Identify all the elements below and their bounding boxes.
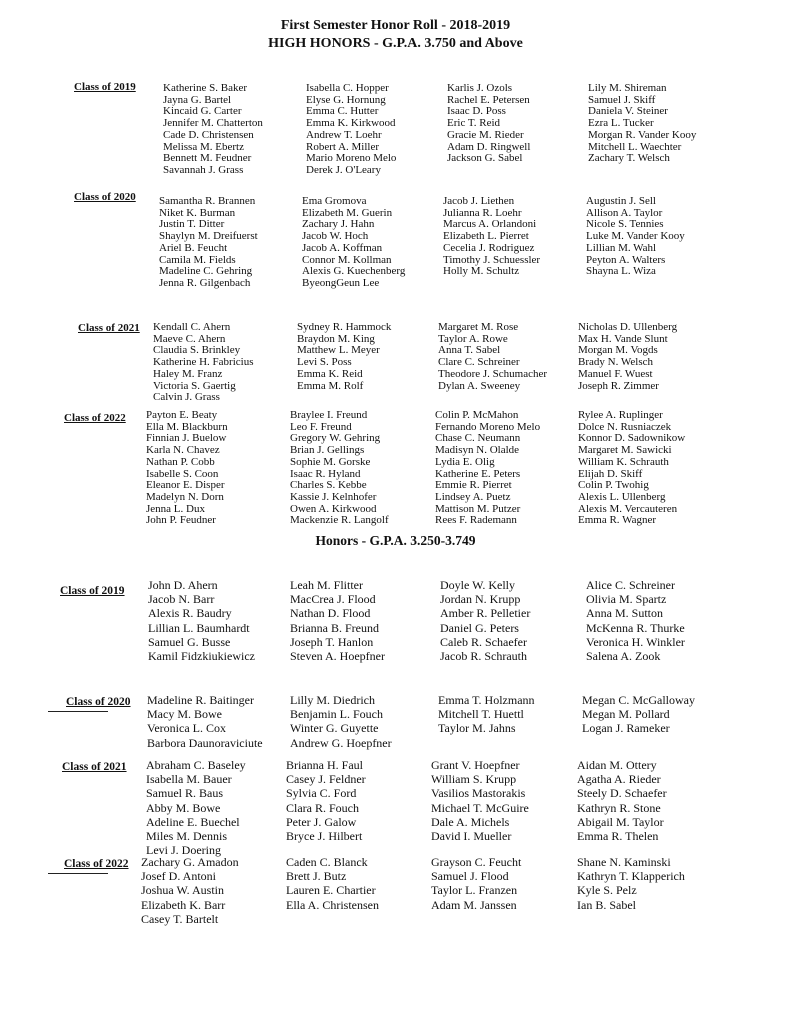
student-name: Rees F. Rademann	[435, 514, 517, 527]
name-column-3	[435, 410, 540, 527]
student-name: Madelyn N. Dorn	[146, 490, 224, 503]
student-name: Theodore J. Schumacher	[438, 367, 548, 380]
student-name: Ian B. Sabel	[577, 897, 636, 912]
student-name: Niket K. Burman	[159, 206, 236, 219]
student-name: Elizabeth M. Guerin	[302, 206, 393, 219]
student-name: Michael T. McGuire	[431, 800, 529, 815]
student-name: Samuel J. Flood	[431, 869, 509, 884]
student-name: Dale A. Michels	[431, 814, 510, 829]
name-column-3	[440, 578, 530, 663]
student-name: Abby M. Bowe	[146, 800, 221, 815]
student-name: Finnian J. Buelow	[146, 432, 227, 445]
class-label-underline	[48, 873, 108, 874]
name-column-4	[588, 83, 696, 165]
student-name: Levi J. Doering	[146, 843, 221, 858]
student-name: Olivia M. Spartz	[586, 592, 667, 607]
student-name: Brady N. Welsch	[578, 356, 653, 369]
student-name: Clara R. Fouch	[286, 800, 359, 815]
student-name: Emma R. Thelen	[577, 829, 659, 844]
student-name: Colin P. Twohig	[578, 479, 649, 492]
student-name: Cecelia J. Rodriguez	[443, 241, 535, 254]
name-column-3	[438, 693, 535, 736]
student-name: Taylor A. Rowe	[438, 332, 508, 345]
student-name: Rylee A. Ruplinger	[578, 409, 663, 421]
student-name: Clare C. Schreiner	[438, 356, 520, 369]
name-column-2	[290, 410, 389, 527]
student-name: Connor M. Kollman	[302, 253, 392, 266]
class-label: Class of 2019	[60, 585, 125, 597]
student-name: Julianna R. Loehr	[443, 206, 522, 219]
student-name: Elyse G. Hornung	[306, 93, 386, 106]
student-name: Ella M. Blackburn	[146, 420, 228, 433]
name-column-1	[146, 410, 228, 527]
student-name: Victoria S. Gaertig	[153, 379, 236, 392]
name-column-1	[148, 578, 255, 663]
student-name: Emma K. Reid	[297, 367, 363, 380]
student-name: Jacob W. Hoch	[302, 230, 369, 243]
student-name: Samuel J. Skiff	[588, 93, 656, 106]
name-column-4	[586, 578, 685, 663]
student-name: Ariel B. Feucht	[159, 241, 228, 254]
student-name: Nathan P. Cobb	[146, 455, 215, 468]
student-name: Daniel G. Peters	[440, 620, 519, 635]
student-name: Sylvia C. Ford	[286, 786, 357, 801]
student-name: Salena A. Zook	[586, 649, 661, 664]
student-name: Mitchell T. Huettl	[438, 707, 524, 722]
student-name: Matthew L. Meyer	[297, 344, 380, 357]
student-name: Allison A. Taylor	[586, 206, 663, 219]
student-name: Joseph T. Hanlon	[290, 634, 374, 649]
student-name: Derek J. O'Leary	[306, 163, 381, 176]
student-name: Lilly M. Diedrich	[290, 693, 375, 707]
student-name: Kyle S. Pelz	[577, 883, 637, 898]
student-name: Adam M. Janssen	[431, 897, 517, 912]
student-name: Melissa M. Ebertz	[163, 140, 244, 153]
student-name: Andrew G. Hoepfner	[290, 735, 392, 750]
student-name: Sydney R. Hammock	[297, 321, 392, 333]
student-name: Maeve C. Ahern	[153, 332, 226, 345]
student-name: Madeline C. Gehring	[159, 265, 253, 278]
name-column-2	[286, 758, 366, 843]
name-column-2	[306, 83, 396, 177]
name-column-4	[586, 196, 685, 278]
student-name: Levi S. Poss	[297, 356, 352, 369]
student-name: Adeline E. Buechel	[146, 814, 240, 829]
student-name: Katherine E. Peters	[435, 467, 521, 480]
student-name: Leo F. Freund	[290, 420, 352, 433]
student-name: Doyle W. Kelly	[440, 578, 515, 592]
name-column-3	[443, 196, 540, 278]
student-name: Savannah J. Grass	[163, 163, 244, 176]
student-name: Alice C. Schreiner	[586, 578, 675, 592]
student-name: Caleb R. Schaefer	[440, 634, 527, 649]
student-name: Colin P. McMahon	[435, 409, 519, 421]
student-name: William K. Schrauth	[578, 455, 669, 468]
student-name: Anna M. Sutton	[586, 606, 664, 621]
name-column-4	[582, 693, 695, 736]
student-name: Emmie R. Pierret	[435, 479, 512, 492]
student-name: Emma R. Wagner	[578, 514, 657, 527]
honors-heading: Honors - G.P.A. 3.250-3.749	[315, 533, 476, 548]
class-label: Class of 2020	[74, 191, 136, 203]
student-name: Kincaid G. Carter	[163, 105, 242, 118]
student-name: Vasilios Mastorakis	[431, 786, 526, 801]
student-name: MacCrea J. Flood	[290, 592, 376, 607]
name-column-3	[431, 855, 521, 912]
student-name: Luke M. Vander Kooy	[586, 230, 685, 243]
student-name: Braydon M. King	[297, 332, 375, 345]
student-name: Dylan A. Sweeney	[438, 379, 521, 392]
student-name: Owen A. Kirkwood	[290, 502, 377, 515]
student-name: Taylor L. Franzen	[431, 883, 518, 898]
student-name: Kassie J. Kelnhofer	[290, 490, 377, 503]
student-name: Lillian L. Baumhardt	[148, 620, 250, 635]
student-name: Alexis R. Baudry	[148, 606, 232, 621]
class-label-underline	[48, 711, 108, 712]
student-name: Daniela V. Steiner	[588, 105, 668, 118]
student-name: Nicole S. Tennies	[586, 218, 664, 231]
student-name: Isaac D. Poss	[447, 105, 506, 118]
student-name: Shayna L. Wiza	[586, 265, 656, 278]
student-name: Margaret M. Sawicki	[578, 444, 672, 457]
student-name: Claudia S. Brinkley	[153, 344, 241, 357]
student-name: Katherine H. Fabricius	[153, 356, 254, 369]
name-column-2	[302, 196, 405, 290]
student-name: Jordan N. Krupp	[440, 592, 521, 607]
student-name: Cade D. Christensen	[163, 128, 254, 141]
student-name: Alexis G. Kuechenberg	[302, 265, 406, 278]
student-name: Ezra L. Tucker	[588, 117, 654, 130]
name-column-3	[447, 83, 530, 165]
class-label: Class of 2021	[62, 761, 127, 773]
student-name: Abigail M. Taylor	[577, 814, 664, 829]
student-name: Aidan M. Ottery	[577, 758, 657, 772]
student-name: Madisyn N. Olalde	[435, 444, 520, 457]
student-name: Eleanor E. Disper	[146, 479, 225, 492]
student-name: Konnor D. Sadownikow	[578, 432, 686, 445]
student-name: Lydia E. Olig	[435, 455, 495, 468]
student-name: Jenna L. Dux	[146, 502, 205, 515]
class-label: Class of 2022	[64, 858, 129, 870]
student-name: Shane N. Kaminski	[577, 855, 671, 869]
student-name: Jayna G. Bartel	[163, 93, 232, 106]
student-name: Alexis M. Vercauteren	[578, 502, 678, 515]
student-name: Bryce J. Hilbert	[286, 829, 363, 844]
name-column-2	[290, 578, 385, 663]
student-name: Morgan M. Vogds	[578, 344, 658, 357]
student-name: Ema Gromova	[302, 195, 367, 207]
name-column-2	[297, 322, 391, 392]
student-name: Winter G. Guyette	[290, 721, 379, 736]
student-name: Taylor M. Jahns	[438, 721, 516, 736]
student-name: Brett J. Butz	[286, 869, 347, 884]
student-name: Mitchell L. Waechter	[588, 140, 682, 153]
name-column-1	[159, 196, 258, 290]
student-name: Megan C. McGalloway	[582, 693, 695, 707]
student-name: Payton E. Beaty	[146, 409, 218, 421]
name-column-3	[431, 758, 529, 843]
name-column-2	[290, 693, 392, 750]
student-name: Benjamin L. Fouch	[290, 707, 383, 722]
student-name: Abraham C. Baseley	[146, 758, 246, 772]
student-name: Veronica L. Cox	[147, 721, 226, 736]
student-name: Kendall C. Ahern	[153, 321, 231, 333]
student-name: Augustin J. Sell	[586, 195, 656, 207]
student-name: Camila M. Fields	[159, 253, 236, 266]
student-name: Samantha R. Brannen	[159, 195, 256, 207]
student-name: Haley M. Franz	[153, 367, 223, 380]
student-name: John D. Ahern	[148, 578, 218, 592]
student-name: Joseph R. Zimmer	[578, 379, 659, 392]
student-name: William S. Krupp	[431, 772, 517, 787]
student-name: Manuel F. Wuest	[578, 367, 653, 380]
student-name: Casey J. Feldner	[286, 772, 366, 787]
student-name: Bennett M. Feudner	[163, 152, 252, 165]
student-name: Caden C. Blanck	[286, 855, 368, 869]
student-name: Jacob A. Koffman	[302, 241, 383, 254]
student-name: Grant V. Hoepfner	[431, 758, 520, 772]
student-name: Isabella M. Bauer	[146, 772, 232, 787]
student-name: Emma T. Holzmann	[438, 693, 535, 707]
student-name: Emma C. Hutter	[306, 105, 379, 118]
student-name: Lauren E. Chartier	[286, 883, 376, 898]
student-name: Jackson G. Sabel	[447, 152, 523, 165]
student-name: Sophie M. Gorske	[290, 455, 371, 468]
student-name: Calvin J. Grass	[153, 391, 220, 404]
student-name: Karla N. Chavez	[146, 444, 220, 457]
name-column-4	[577, 758, 667, 843]
student-name: Morgan R. Vander Kooy	[588, 128, 697, 141]
student-name: Kathryn T. Klapperich	[577, 869, 685, 884]
student-name: Kamil Fidzkiukiewicz	[148, 649, 255, 664]
student-name: Gracie M. Rieder	[447, 128, 524, 141]
student-name: Ella A. Christensen	[286, 897, 379, 912]
student-name: Andrew T. Loehr	[306, 128, 382, 141]
student-name: Emma K. Kirkwood	[306, 117, 396, 130]
student-name: Jacob N. Barr	[148, 592, 215, 607]
class-label: Class of 2019	[74, 81, 136, 93]
student-name: McKenna R. Thurke	[586, 620, 685, 635]
student-name: Rachel E. Petersen	[447, 93, 530, 106]
student-name: Isabella C. Hopper	[306, 82, 389, 94]
name-column-1	[163, 83, 263, 177]
student-name: Macy M. Bowe	[147, 707, 222, 722]
name-column-1	[147, 693, 263, 750]
student-name: Madeline R. Baitinger	[147, 693, 254, 707]
name-column-3	[438, 322, 547, 392]
student-name: Logan J. Rameker	[582, 721, 670, 736]
student-name: Timothy J. Schuessler	[443, 253, 541, 266]
student-name: Brian J. Gellings	[290, 444, 365, 457]
class-label: Class of 2022	[64, 412, 126, 424]
student-name: Anna T. Sabel	[438, 344, 501, 357]
student-name: Alexis L. Ullenberg	[578, 490, 666, 503]
student-name: Samuel G. Busse	[148, 634, 231, 649]
student-name: Isaac R. Hyland	[290, 467, 361, 480]
student-name: Adam D. Ringwell	[447, 140, 531, 153]
student-name: Steely D. Schaefer	[577, 786, 667, 801]
student-name: Max H. Vande Slunt	[578, 332, 668, 345]
student-name: Holly M. Schultz	[443, 265, 520, 278]
name-column-1	[153, 322, 254, 404]
student-name: Braylee I. Freund	[290, 409, 368, 421]
student-name: Mackenzie R. Langolf	[290, 514, 389, 527]
student-name: Charles S. Kebbe	[290, 479, 367, 492]
student-name: Zachary G. Amadon	[141, 855, 239, 869]
student-name: Fernando Moreno Melo	[435, 420, 541, 433]
class-label: Class of 2020	[66, 696, 131, 708]
student-name: Jacob J. Liethen	[443, 195, 515, 207]
student-name: Mario Moreno Melo	[306, 152, 397, 165]
student-name: Nathan D. Flood	[290, 606, 371, 621]
student-name: Miles M. Dennis	[146, 829, 227, 844]
student-name: Jennifer M. Chatterton	[163, 117, 263, 130]
student-name: Amber R. Pelletier	[440, 606, 531, 621]
name-column-4	[578, 322, 677, 392]
student-name: Peyton A. Walters	[586, 253, 666, 266]
high-honors-heading: HIGH HONORS - G.P.A. 3.750 and Above	[268, 36, 523, 51]
student-name: Emma M. Rolf	[297, 379, 364, 392]
student-name: Casey T. Bartelt	[141, 911, 219, 926]
student-name: Brianna H. Faul	[286, 758, 363, 772]
student-name: Karlis J. Ozols	[447, 82, 513, 94]
student-name: Brianna B. Freund	[290, 620, 379, 635]
student-name: Katherine S. Baker	[163, 82, 247, 94]
name-column-1	[146, 758, 246, 857]
student-name: Barbora Daunoraviciute	[147, 735, 263, 750]
student-name: Jenna R. Gilgenbach	[159, 276, 251, 289]
student-name: ByeongGeun Lee	[302, 276, 380, 289]
student-name: Elizabeth L. Pierret	[443, 230, 529, 243]
student-name: Leah M. Flitter	[290, 578, 363, 592]
name-column-4	[577, 855, 685, 912]
student-name: Zachary J. Hahn	[302, 218, 375, 231]
student-name: Lillian M. Wahl	[586, 241, 657, 254]
name-column-2	[286, 855, 379, 912]
student-name: Jacob R. Schrauth	[440, 649, 527, 664]
student-name: Veronica H. Winkler	[586, 634, 685, 649]
student-name: John P. Feudner	[146, 514, 216, 527]
student-name: Grayson C. Feucht	[431, 855, 522, 869]
student-name: Isabelle S. Coon	[146, 467, 219, 480]
student-name: Gregory W. Gehring	[290, 432, 381, 445]
student-name: Zachary T. Welsch	[588, 152, 670, 165]
student-name: Megan M. Pollard	[582, 707, 670, 722]
student-name: Elijah D. Skiff	[578, 467, 643, 480]
student-name: Elizabeth K. Barr	[141, 897, 226, 912]
student-name: Peter J. Galow	[286, 814, 357, 829]
student-name: Lily M. Shireman	[588, 82, 667, 94]
student-name: Margaret M. Rose	[438, 321, 519, 333]
name-column-4	[578, 410, 685, 527]
student-name: Josef D. Antoni	[141, 869, 216, 884]
document-title: First Semester Honor Roll - 2018-2019	[280, 18, 511, 33]
student-name: Samuel R. Baus	[146, 786, 223, 801]
student-name: Eric T. Reid	[447, 117, 501, 130]
student-name: Dolce N. Rusniaczek	[578, 420, 672, 433]
name-column-1	[141, 855, 239, 926]
student-name: Joshua W. Austin	[141, 883, 225, 898]
student-name: Agatha A. Rieder	[577, 772, 661, 787]
student-name: Kathryn R. Stone	[577, 800, 661, 815]
student-name: Chase C. Neumann	[435, 432, 521, 445]
student-name: Marcus A. Orlandoni	[443, 218, 537, 231]
student-name: Shaylyn M. Dreifuerst	[159, 230, 258, 243]
student-name: Robert A. Miller	[306, 140, 380, 153]
student-name: Mattison M. Putzer	[435, 502, 521, 515]
student-name: Lindsey A. Puetz	[435, 490, 511, 503]
student-name: Nicholas D. Ullenberg	[578, 321, 678, 333]
student-name: David I. Mueller	[431, 829, 512, 844]
class-label: Class of 2021	[78, 322, 140, 334]
student-name: Justin T. Ditter	[159, 218, 225, 231]
student-name: Steven A. Hoepfner	[290, 649, 385, 664]
